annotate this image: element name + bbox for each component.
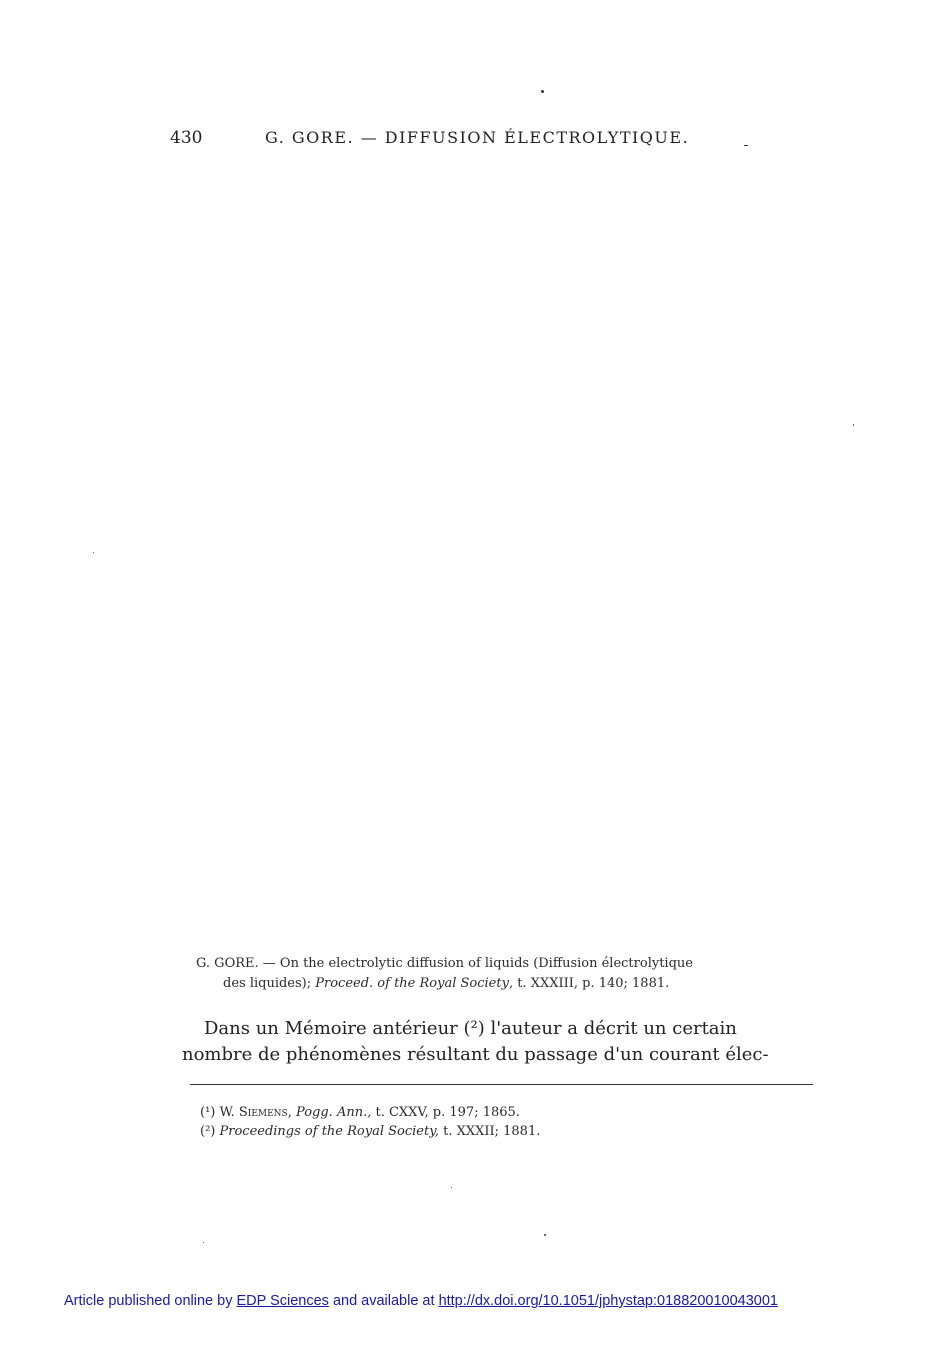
body-line-2: nombre de phénomènes résultant du passage d'un courant élec- <box>182 1044 769 1065</box>
scan-speck <box>93 552 94 553</box>
footnote-1-journal: Pogg. Ann., <box>295 1105 372 1120</box>
footnote-1-citation: t. CXXV, p. 197; 1865. <box>371 1105 520 1120</box>
publisher-note-prefix: Article published online by <box>64 1293 237 1309</box>
footnote-divider <box>190 1084 813 1085</box>
abstract-reference-line2 <box>196 974 816 994</box>
running-title: G. GORE. — DIFFUSION ÉLECTROLYTIQUE. <box>265 128 690 147</box>
publisher-note-middle: and available at <box>328 1293 439 1309</box>
scan-speck <box>541 90 544 93</box>
publisher-note <box>64 1293 778 1309</box>
abstract-journal: Proceed. of the Royal Society <box>315 976 509 991</box>
abstract-title-cont: des liquides); <box>223 976 316 991</box>
scan-speck <box>853 424 854 426</box>
scan-speck <box>544 1234 546 1236</box>
abstract-citation: , t. XXXIII, p. 140; 1881. <box>508 976 670 991</box>
footnote-2 <box>200 1122 820 1141</box>
doi-link[interactable]: http://dx.doi.org/10.1051/jphystap:018820010043001 <box>438 1293 778 1309</box>
footnote-2-journal: Proceedings of the Royal Society, <box>219 1124 439 1139</box>
body-paragraph <box>182 1016 822 1068</box>
page-number: 430 <box>170 128 203 148</box>
abstract-reference-line1 <box>196 954 816 974</box>
abstract-title: — On the electrolytic diffusion of liquids (Diffusion électrolytique <box>258 956 693 971</box>
publisher-link[interactable]: EDP Sciences <box>236 1293 329 1309</box>
footnotes <box>200 1103 820 1141</box>
scan-speck <box>744 145 748 146</box>
body-line-1: Dans un Mémoire antérieur (²) l'auteur a décrit un certain <box>204 1018 737 1039</box>
footnote-2-citation: t. XXXII; 1881. <box>438 1124 541 1139</box>
footnote-1-author: W. Siemens, <box>219 1105 292 1120</box>
footnote-1 <box>200 1103 820 1122</box>
abstract-author: G. GORE. <box>196 956 259 971</box>
footnote-1-marker: (¹) <box>200 1105 216 1120</box>
scan-speck <box>451 1187 452 1188</box>
scan-speck <box>203 1242 204 1243</box>
footnote-2-marker: (²) <box>200 1124 216 1139</box>
abstract-reference <box>196 954 816 994</box>
